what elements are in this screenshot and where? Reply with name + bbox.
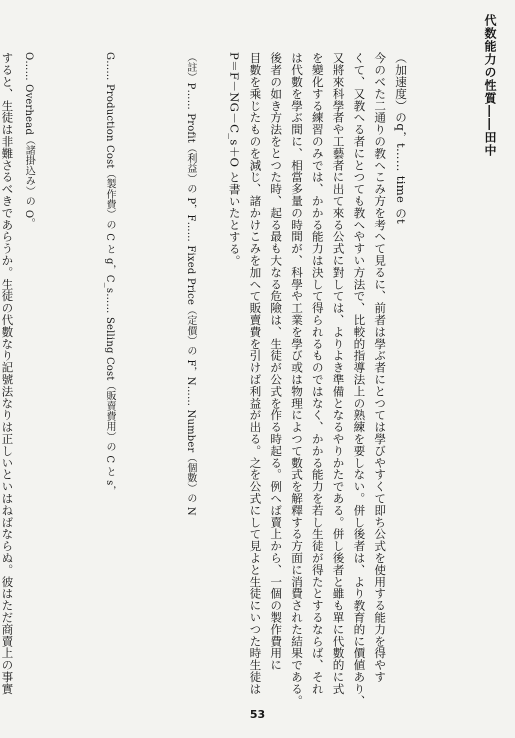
- text-line: 目數を乘じたものを減じ、諸かけこみを加へて販賣費を引けば利益が出る。之を公式にして見よと生徒にいつた時生徒は: [248, 52, 263, 695]
- text-line: すると、生徒は非難さるべきであらうか。生徒の代數なり記號法なりは正しいといはねばならぬ。彼はただ商賣上の事實: [0, 52, 15, 695]
- text-line: くて、又教へる者にとつても教へやすい方法で、比較的指導法上の熟練を要しない。併し後者は、より教育的に價値あり、: [352, 52, 367, 707]
- page-number: 53: [249, 708, 266, 721]
- text-line: 今のべた二通りの教へこみ方を考へて見るに、前者は學ぶ者にとつては學びやすくて即ち公式を使用する能力を得やす: [373, 52, 388, 683]
- text-line: 又將來科學者や工藝者に出て來る公式に對しては、よりよき準備となるやりかたである。併し後者と雖も單に代數的に式: [331, 52, 346, 695]
- footnote-line: O…… Overhead（諸掛込み）の O。: [23, 52, 35, 229]
- text-line: を變化する練習のみでは、かかる能力は決して得られるものではなく、かかる能力を若し生徒が得たとするならば、それ: [310, 52, 325, 695]
- footnote-line: G…… Production Cost（製作費）の C と g，C_s…… Selling Cost（販賣費用）の C と s，: [104, 52, 116, 496]
- text-line: は代數を學ぶ間に、相當多量の時間が、科學や工業を學び或は物理によつて數式を解釋する方面に消費された結果である。: [290, 52, 305, 707]
- text-line: 後者の如き方法をとつた時、起る最も大なる危險は、生徒が公式を作る時起る。例へば賣上から、一個の製作費用に: [269, 52, 284, 671]
- text-line: （加速度）のq，t…… time のt: [394, 52, 408, 225]
- body-text: [0, 52, 471, 707]
- footnote-line: （註）P…… Profit（利益）の P，F…… Fixed Price（定價）の F，N…… Number（個數）の N: [184, 52, 196, 516]
- formula-line: P＝F－NG－C_s＋O と書いたとする。: [227, 52, 242, 267]
- running-head: 代数能力の性質――田中: [483, 14, 497, 157]
